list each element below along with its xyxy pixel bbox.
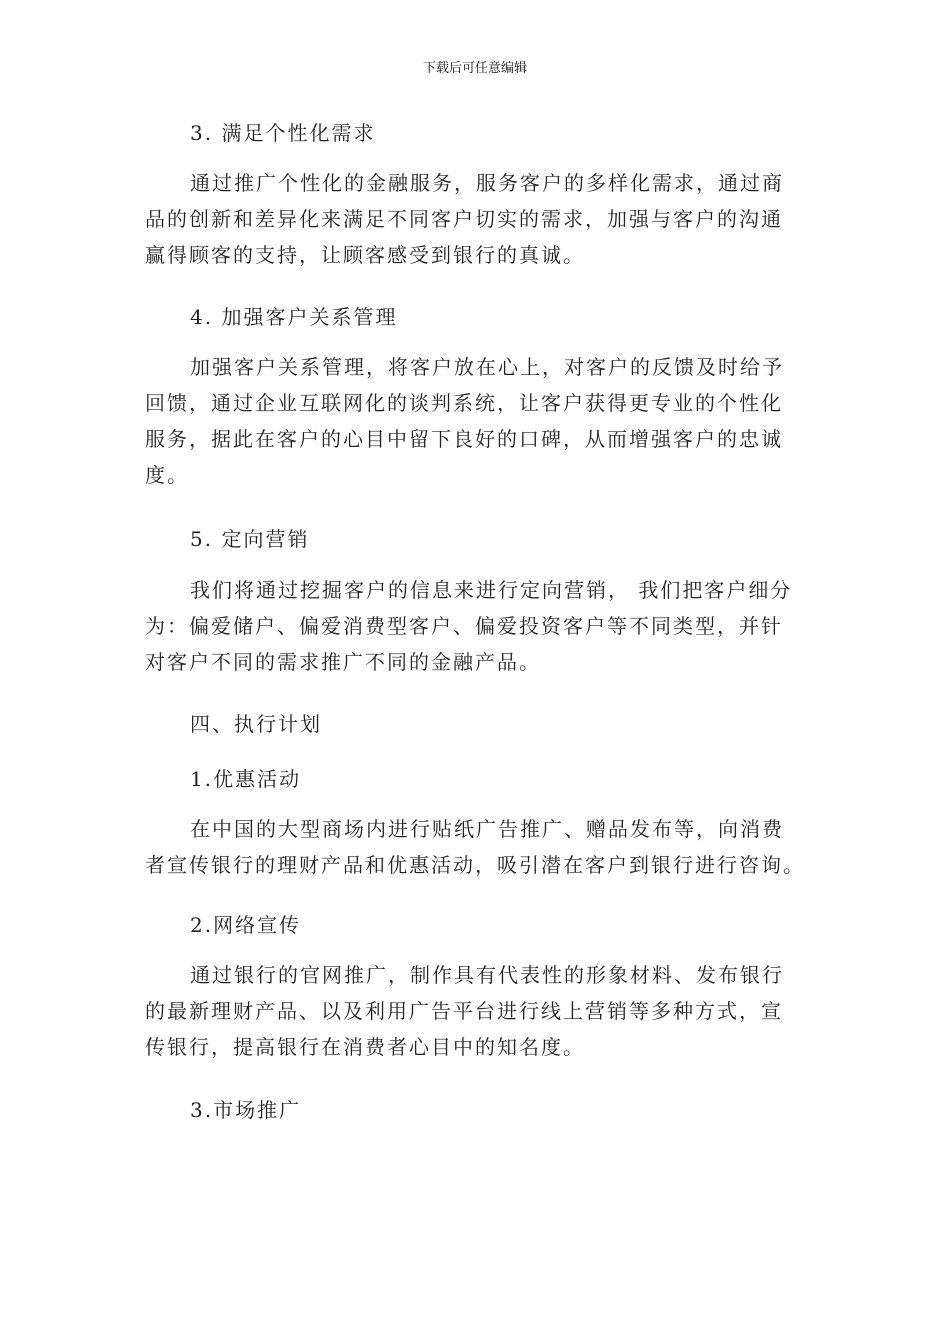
- paragraph-line: 通过推广个性化的金融服务，服务客户的多样化需求，通过商: [190, 171, 784, 195]
- paragraph-line: 度。: [145, 463, 189, 487]
- paragraph: [145, 572, 810, 680]
- paragraph-line: 通过银行的官网推广，制作具有代表性的形象材料、发布银行: [190, 963, 784, 987]
- paragraph-line: 我们将通过挖掘客户的信息来进行定向营销， 我们把客户细分: [190, 578, 793, 602]
- paragraph-line: 者宣传银行的理财产品和优惠活动，吸引潜在客户到银行进行咨询。: [145, 853, 805, 877]
- paragraph: [145, 349, 810, 493]
- paragraph: [145, 957, 810, 1065]
- paragraph-line: 服务，据此在客户的心目中留下良好的口碑，从而增强客户的忠诚: [145, 427, 783, 451]
- section-heading: 2.网络宣传: [190, 913, 302, 937]
- paragraph-line: 在中国的大型商场内进行贴纸广告推广、赠品发布等，向消费: [190, 817, 784, 841]
- paragraph: [145, 811, 810, 883]
- section-heading: 4. 加强客户关系管理: [190, 305, 398, 329]
- section-heading: 5. 定向营销: [190, 527, 310, 551]
- section-heading: 3. 满足个性化需求: [190, 121, 376, 145]
- paragraph-line: 品的创新和差异化来满足不同客户切实的需求，加强与客户的沟通: [145, 207, 783, 231]
- section-heading: 四、执行计划: [190, 712, 322, 736]
- section-heading: 3.市场推广: [190, 1098, 302, 1122]
- paragraph-line: 赢得顾客的支持，让顾客感受到银行的真诚。: [145, 243, 585, 267]
- paragraph: [145, 165, 810, 273]
- paragraph-line: 的最新理财产品、以及利用广告平台进行线上营销等多种方式，宣: [145, 999, 783, 1023]
- paragraph-line: 对客户不同的需求推广不同的金融产品。: [145, 650, 541, 674]
- paragraph-line: 为：偏爱储户、偏爱消费型客户、偏爱投资客户等不同类型，并针: [145, 614, 783, 638]
- section-heading: 1.优惠活动: [190, 767, 302, 791]
- paragraph-line: 传银行，提高银行在消费者心目中的知名度。: [145, 1035, 585, 1059]
- paragraph-line: 加强客户关系管理，将客户放在心上，对客户的反馈及时给予: [190, 355, 784, 379]
- page-header: 下载后可任意编辑: [422, 61, 527, 76]
- paragraph-line: 回馈，通过企业互联网化的谈判系统，让客户获得更专业的个性化: [145, 391, 783, 415]
